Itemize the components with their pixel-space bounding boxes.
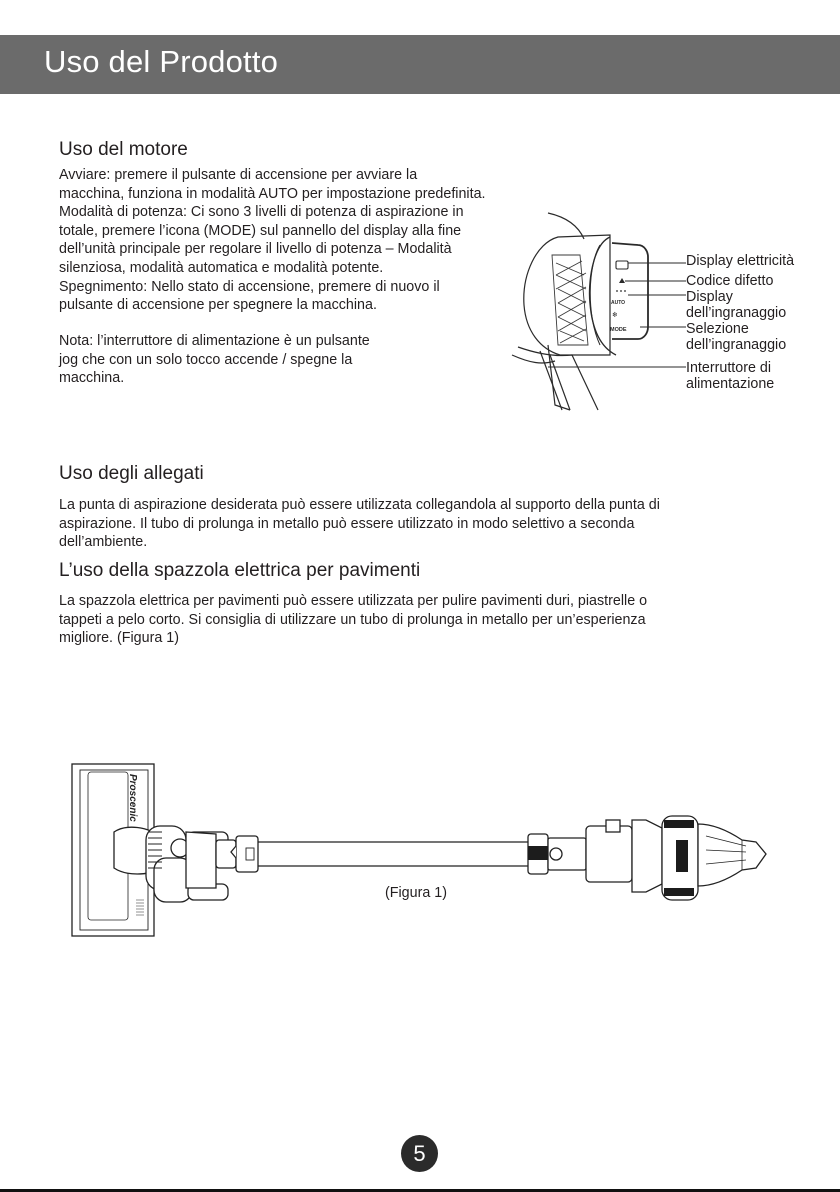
brand-label: Proscenic: [127, 774, 138, 822]
note-line-3: macchina.: [59, 370, 125, 387]
figure-caption: (Figura 1): [385, 885, 447, 901]
note-line-2: jog che con un solo tocco accende / spegne la: [59, 351, 353, 368]
motor-line-1: Avviare: premere il pulsante di accensione per avviare la: [59, 167, 418, 183]
attachments-body: [59, 496, 660, 552]
callout-power-switch-line1: Interruttore di: [686, 360, 772, 376]
motor-line-2: macchina, funziona in modalità AUTO per impostazione predefinita.: [59, 185, 486, 202]
fan-icon: ❄: [612, 311, 618, 319]
motor-heading: Uso del motore: [59, 139, 188, 160]
note-line-1: Nota: l’interruttore di alimentazione è un pulsante: [59, 333, 370, 349]
attachments-heading: Uso degli allegati: [59, 463, 204, 484]
callout-gear-display-line1: Display: [686, 289, 733, 305]
motor-line-7: Spegnimento: Nello stato di accensione, premere di nuovo il: [59, 278, 440, 295]
callout-gear-select-line2: dell’ingranaggio: [686, 337, 787, 353]
motor-line-3: Modalità di potenza: Ci sono 3 livelli di potenza di aspirazione in: [59, 204, 464, 221]
floor-brush-line-2: tappeti a pelo corto. Si consiglia di utilizzare un tubo di prolunga in metallo per un’esperienza: [59, 611, 646, 628]
callout-gear-select: [686, 321, 786, 353]
attachments-line-2: aspirazione. Il tubo di prolunga in metallo può essere utilizzato in modo selettivo a seconda: [59, 515, 635, 532]
callout-gear-display-line2: dell’ingranaggio: [686, 305, 787, 321]
motor-line-5: dell’unità principale per regolare il livello di potenza – Modalità: [59, 241, 452, 258]
motor-unit-illustration: [500, 205, 690, 420]
page-title: Uso del Prodotto: [44, 44, 279, 79]
brush-vent-icon: [136, 900, 144, 915]
attachments-line-3: dell’ambiente.: [59, 534, 148, 551]
callout-display-battery: [686, 253, 794, 269]
floor-brush-body: [59, 592, 647, 648]
callout-power-switch: [686, 360, 774, 392]
floor-brush-line-3: migliore. (Figura 1): [59, 630, 179, 647]
callout-display-battery-line1: Display elettricità: [686, 253, 795, 269]
motor-line-4: totale, premere l’icona (MODE) sul pannello del display alla fine: [59, 222, 462, 239]
attachments-line-1: La punta di aspirazione desiderata può essere utilizzata collegandola al supporto della punta di: [59, 497, 660, 513]
page-number: 5: [401, 1135, 438, 1172]
floor-brush-heading: L’uso della spazzola elettrica per pavimenti: [59, 560, 421, 581]
floor-brush-line-1: La spazzola elettrica per pavimenti può essere utilizzata per pulire pavimenti duri, piastrelle o: [59, 593, 648, 609]
motor-body: [59, 166, 486, 315]
motor-note: [59, 332, 370, 388]
callout-fault-code: [686, 273, 773, 289]
motor-line-8: pulsante di accensione per spegnere la macchina.: [59, 297, 377, 314]
panel-mode-label: MODE: [610, 327, 627, 333]
header-banner: [0, 35, 840, 94]
vacuum-figure: [66, 760, 776, 942]
panel-auto-label: AUTO: [611, 300, 626, 306]
callout-fault-code-line1: Codice difetto: [686, 273, 774, 289]
callout-gear-select-line1: Selezione: [686, 321, 749, 337]
motor-line-6: silenziosa, modalità automatica e modalità potente.: [59, 259, 384, 276]
callout-gear-display: [686, 289, 786, 321]
callout-power-switch-line2: alimentazione: [686, 376, 775, 392]
